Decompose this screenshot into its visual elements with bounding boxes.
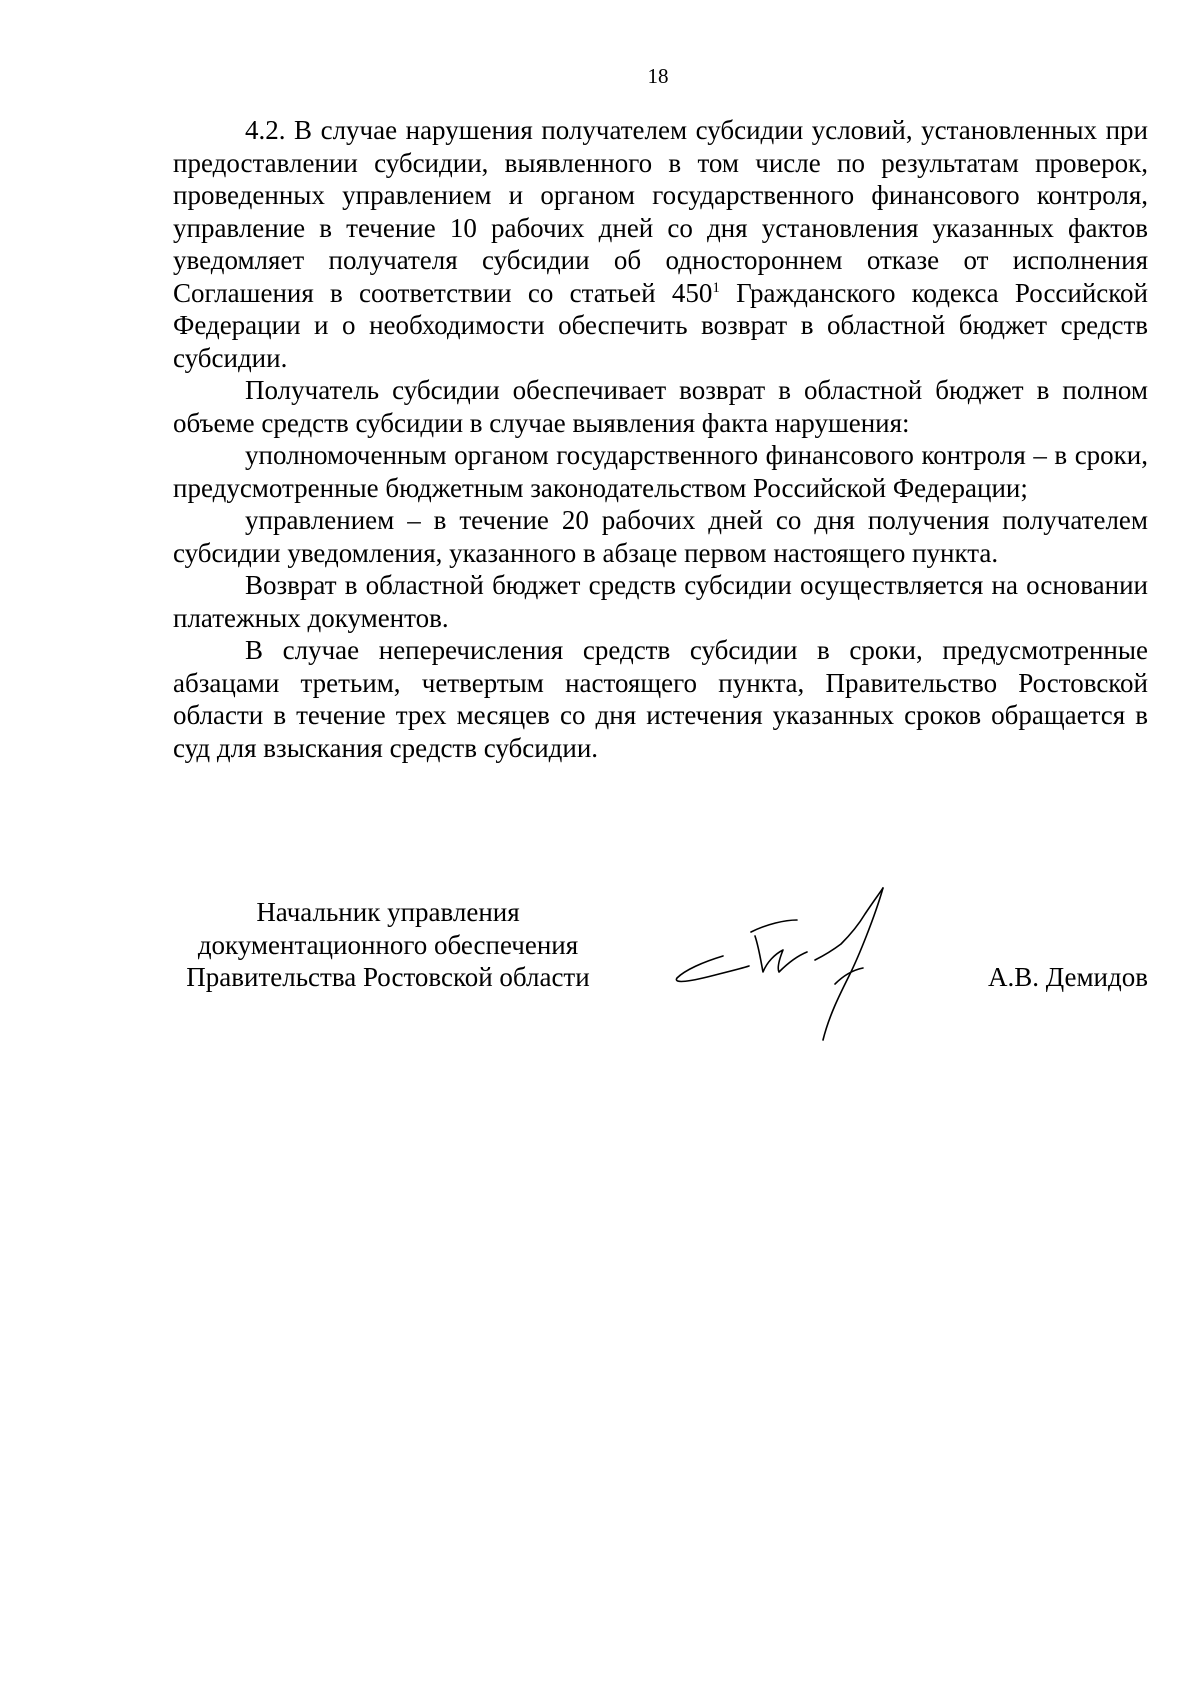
page-number: 18 — [647, 64, 669, 88]
paragraph-payment-documents: Возврат в областной бюджет средств субсидии осуществляется на основании платежных документов. — [173, 570, 1148, 633]
signatory-title-line-3: Правительства Ростовской области — [186, 962, 590, 992]
paragraph-department: управлением – в течение 20 рабочих дней со дня получения получателем субсидии уведомления, указанного в абзаце первом настоящего пункта. — [173, 505, 1148, 568]
document-body — [173, 114, 1148, 764]
signatory-title-line-1: Начальник управления — [256, 897, 520, 927]
signatory-name: А.В. Демидов — [987, 962, 1148, 992]
handwritten-signature — [663, 876, 923, 1046]
paragraph-control-body: уполномоченным органом государственного финансового контроля – в сроки, предусмотренные бюджетным законодательством Российской Федерации; — [173, 440, 1148, 503]
signatory-title — [173, 896, 603, 994]
paragraph-4-2-text-continued: Гражданского кодекса Российской Федерации и о необходимости обеспечить возврат в областной бюджет средств субсидии. — [173, 277, 1148, 373]
paragraph-4-2-text: 4.2. В случае нарушения получателем субсидии условий, установленных при предоставлении субсидии, выявленного в том числе по результатам проверок, проведенных управлением и органом государственного финансового контроля, управление в течение 10 рабочих дней со дня установления указанных фактов уведомляет получателя субсидии об одностороннем отказе от исполнения Соглашения в соответствии со статьей 450 — [173, 115, 1148, 308]
paragraph-4-2 — [173, 114, 1148, 374]
paragraph-court-recovery: В случае неперечисления средств субсидии в сроки, предусмотренные абзацами третьим, четвертым настоящего пункта, Правительство Ростовской области в течение трех месяцев со дня истечения указанных сроков обращается в суд для взыскания средств субсидии. — [173, 635, 1148, 763]
signatory-title-line-2: документационного обеспечения — [197, 929, 579, 960]
paragraph-refund-obligation: Получатель субсидии обеспечивает возврат в областной бюджет в полном объеме средств субсидии в случае выявления факта нарушения: — [173, 375, 1148, 438]
signature-block — [173, 896, 1148, 1046]
article-superscript: 1 — [712, 279, 720, 296]
